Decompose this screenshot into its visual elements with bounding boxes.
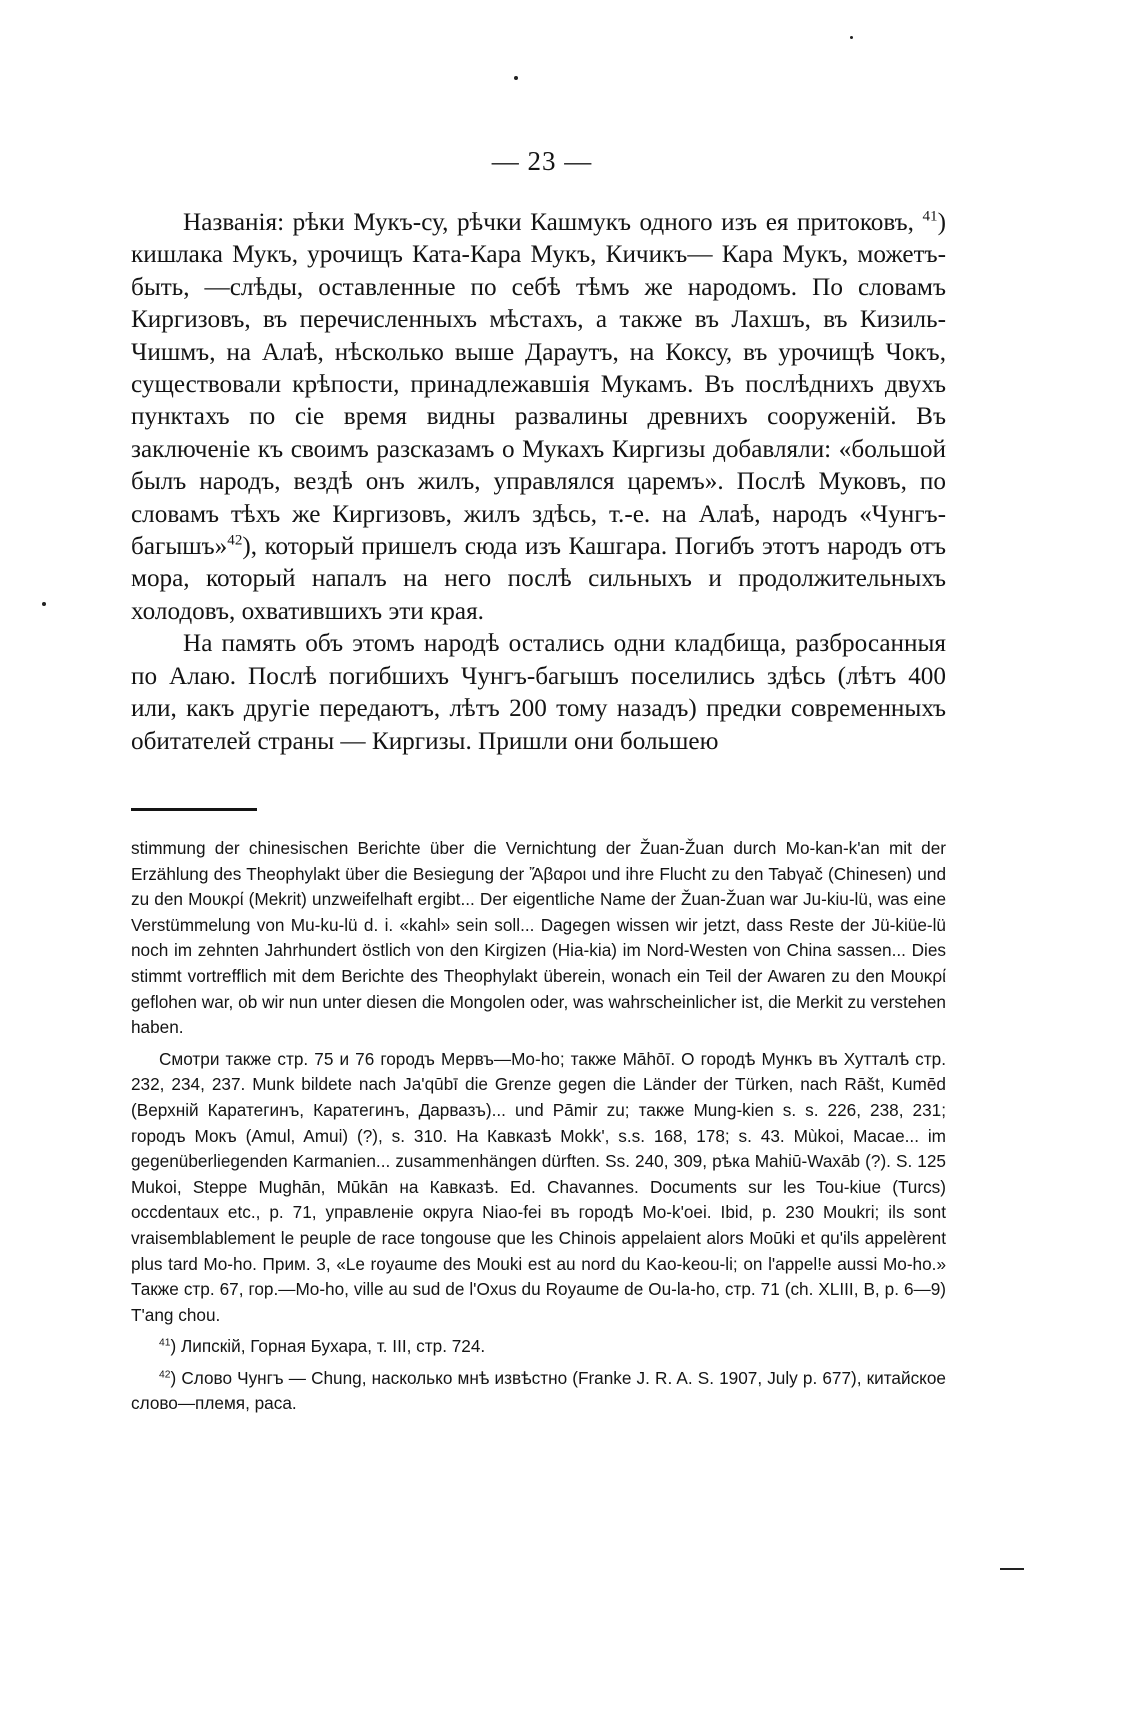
paragraph-text: ), который пришелъ сюда изъ Кашгара. Погибъ этотъ народъ отъ мора, который напалъ на него послѣ сильныхъ и продолжительныхъ холодовъ, охватившихъ эти края. [131, 533, 946, 625]
footnote-ref-42[interactable]: 42 [227, 532, 243, 549]
footnote-42 [131, 1366, 946, 1417]
page-number: — 23 — [491, 146, 593, 176]
footnote-see-also: Смотри также стр. 75 и 76 городъ Мервъ—Mo-ho; также Māhōī. О городѣ Мункъ въ Хутталѣ стр. 232, 234, 237. Munk bildete nach Ja'qūbī die Grenze gegen die Länder der Türken, nach Rāšt, Kumēd (Верхній Каратегинъ, Каратегинъ, Дарвазъ)... und Pāmir zu; также Mung-kien s. s. 226, 238, 231; городъ Мокъ (Amul, Amui) (?), s. 310. На Кавказѣ Mokk', s.s. 168, 178; s. 43. Mùkoi, Macae... im gegenüberliegenden Karmanien... zusammenhängen dürften. Ss. 240, 309, рѣка Mahiū-Waxāb (?). S. 125 Mukoi, Steppe Mughān, Mūkān на Кавказѣ. Ed. Chavannes. Documents sur les Tou-kiue (Turcs) occdentaux etc., p. 71, управленіе округа Niao-fei въ городѣ Mo-k'oei. Ibid, p. 230 Moukri; ils sont vraisemblablement le peuple de race tongouse que les Chinois appelaient alors Moūki et qu'ils appelèrent plus tard Mo-ho. Прим. 3, «Le royaume des Mouki est au nord du Kao-keou-li; on l'appel!e aussi Mo-ho.» Также стр. 67, гор.—Mo-ho, ville au sud de l'Oxus du Royaume de Ou-la-ho, стр. 71 (ch. XLIII, B, p. 6—9) T'ang chou. [131, 1048, 946, 1325]
paragraph [131, 207, 946, 628]
speck-mark [514, 76, 518, 80]
speck-mark [42, 602, 46, 606]
footnote-41 [131, 1334, 946, 1360]
footnote-separator [131, 808, 257, 811]
paragraph-text: ) кишлака Мукъ, урочищъ Ката-Кара Мукъ, Кичикъ— Кара Мукъ, можетъ-быть, —слѣды, оставленные по себѣ тѣмъ же народомъ. По словамъ Киргизовъ, въ перечисленныхъ мѣстахъ, а также въ Лахшъ, въ Кизиль-Чишмъ, на Алаѣ, нѣсколько выше Дараутъ, на Коксу, въ урочищѣ Чокъ, существовали крѣпости, принадлежавшія Мукамъ. Въ послѣднихъ двухъ пунктахъ по сіе время видны развалины древнихъ сооруженій. Въ заключеніе къ своимъ разсказамъ о Мукахъ Киргизы добавляли: «большой былъ народъ, вездѣ онъ жилъ, управлялся царемъ». Послѣ Муковъ, по словамъ тѣхъ же Киргизовъ, жилъ здѣсь, т.-е. на Алаѣ, народъ «Чунгъ-багышъ» [131, 209, 946, 561]
footnote-mark-41: 41 [159, 1337, 171, 1349]
footnote-text: ) Слово Чунгъ — Chung, насколько мнѣ извѣстно (Franke J. R. A. S. 1907, July p. 677), китайское слово—племя, раса. [131, 1367, 946, 1414]
speck-mark [850, 36, 853, 39]
footnotes [131, 836, 946, 1423]
main-text [131, 207, 946, 758]
footnote-mark-42: 42 [159, 1369, 171, 1381]
footnote-ref-41[interactable]: 41 [922, 208, 938, 225]
footnote-text: ) Липскій, Горная Бухара, т. III, стр. 724. [170, 1336, 486, 1357]
paragraph-text: Названія: рѣки Мукъ-су, рѣчки Кашмукъ одного изъ ея притоковъ, [183, 209, 923, 236]
paragraph: На память объ этомъ народѣ остались одни кладбища, разбросанныя по Алаю. Послѣ погибшихъ Чунгъ-багышъ поселились здѣсь (лѣтъ 400 или, какъ другіе передаютъ, лѣтъ 200 тому назадъ) предки современныхъ обитателей страны — Киргизы. Пришли они большею [131, 630, 946, 755]
edge-mark [1000, 1568, 1024, 1570]
footnote-continuation: stimmung der chinesischen Berichte über die Vernichtung der Žuan-Žuan durch Mo-kan-k'an mit der Erzählung des Theophylakt über die Besiegung der Ἄβαροι und ihre Flucht zu den Tabγač (Chinesen) und zu den Μουκρί (Mekrit) unzweifelhaft ergibt... Der eigentliche Name der Žuan-Žuan war Ju-kiu-lü, was eine Verstümmelung von Mu-ku-lü d. i. «kahl» sein soll... Dagegen wissen wir jetzt, dass Reste der Jü-kiüe-lü noch im zehnten Jahrhundert östlich von den Kirgizen (Hia-kia) im Nord-Westen von China sassen... Dies stimmt vortrefflich mit dem Berichte des Theophylakt überein, wonach ein Teil der Awaren zu den Μουκρί geflohen war, ob wir nun unter diesen die Mongolen oder, was wahrscheinlicher ist, die Merkit zu verstehen haben. [131, 838, 946, 1038]
